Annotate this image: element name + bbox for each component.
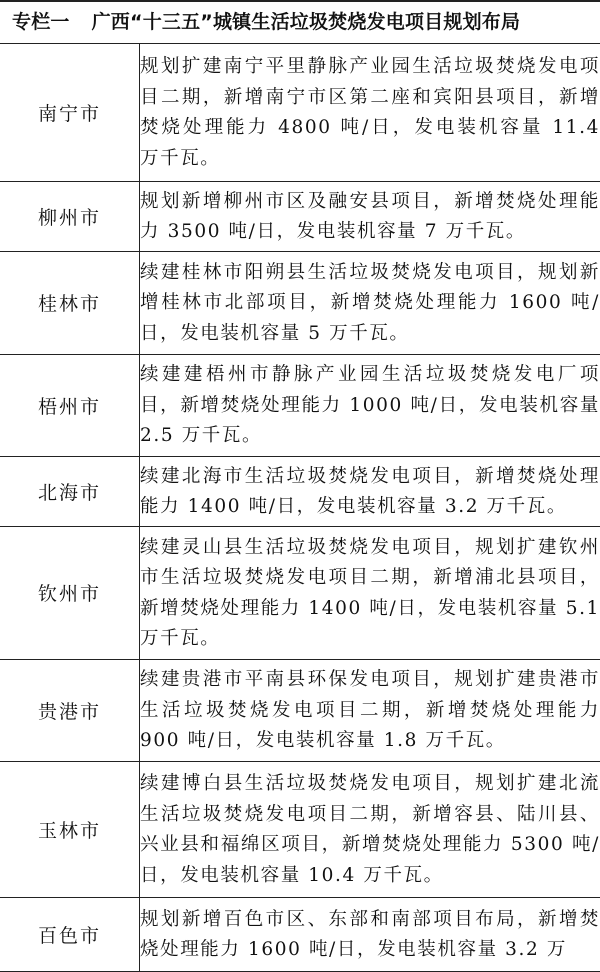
city-cell: 钦州市 — [0, 526, 140, 659]
description-text: 规划扩建南宁平里静脉产业园生活垃圾焚烧发电项目二期，新增南宁市区第二座和宾阳县项目，新增焚烧处理能力 4800 吨/日，发电装机容量 11.4 万千瓦。 — [140, 47, 600, 177]
description-cell — [140, 181, 600, 251]
box-title-bar — [0, 0, 600, 44]
description-text: 续建桂林市阳朔县生活垃圾焚烧发电项目，规划新增桂林市北部项目，新增焚烧处理能力 1600 吨/日，发电装机容量 5 万千瓦。 — [140, 253, 600, 353]
table-row — [0, 526, 600, 659]
table-row — [0, 761, 600, 897]
description-cell — [140, 251, 600, 354]
description-cell — [140, 897, 600, 971]
box-tag: 专栏一 — [12, 11, 70, 33]
description-text: 续建北海市生活垃圾焚烧发电项目，新增焚烧处理能力 1400 吨/日，发电装机容量 3.2 万千瓦。 — [140, 457, 600, 526]
table-row — [0, 181, 600, 251]
city-cell: 梧州市 — [0, 354, 140, 456]
description-cell — [140, 659, 600, 761]
city-cell: 玉林市 — [0, 761, 140, 897]
description-text: 续建贵港市平南县环保发电项目，规划扩建贵港市生活垃圾焚烧发电项目二期，新增焚烧处理能力 900 吨/日，发电装机容量 1.8 万千瓦。 — [140, 660, 600, 760]
table-row — [0, 456, 600, 526]
description-cell — [140, 456, 600, 526]
description-text: 续建灵山县生活垃圾焚烧发电项目，规划扩建钦州市生活垃圾焚烧发电项目二期，新增浦北县项目，新增焚烧处理能力 1400 吨/日，发电装机容量 5.1 万千瓦。 — [140, 528, 600, 658]
table-row — [0, 251, 600, 354]
city-cell: 北海市 — [0, 456, 140, 526]
table-row — [0, 44, 600, 181]
description-cell — [140, 761, 600, 897]
description-text: 续建博白县生活垃圾焚烧发电项目，规划扩建北流生活垃圾焚烧发电项目二期，新增容县、陆川县、兴业县和福绵区项目，新增焚烧处理能力 5300 吨/日，发电装机容量 10.4 万千瓦。 — [140, 764, 600, 894]
city-cell: 南宁市 — [0, 44, 140, 181]
table-row — [0, 897, 600, 971]
city-cell: 贵港市 — [0, 659, 140, 761]
description-text: 规划新增百色市区、东部和南部项目布局，新增焚烧处理能力 1600 吨/日，发电装机容量 3.2 万 — [140, 900, 600, 969]
table-row — [0, 659, 600, 761]
box-title: 广西“十三五”城镇生活垃圾焚烧发电项目规划布局 — [92, 11, 521, 33]
city-cell: 桂林市 — [0, 251, 140, 354]
city-cell: 百色市 — [0, 897, 140, 971]
description-cell — [140, 526, 600, 659]
description-text: 续建建梧州市静脉产业园生活垃圾焚烧发电厂项目，新增焚烧处理能力 1000 吨/日，发电装机容量 2.5 万千瓦。 — [140, 355, 600, 455]
plan-table — [0, 44, 600, 972]
table-row — [0, 354, 600, 456]
description-text: 规划新增柳州市区及融安县项目，新增焚烧处理能力 3500 吨/日，发电装机容量 7 万千瓦。 — [140, 182, 600, 251]
city-cell: 柳州市 — [0, 181, 140, 251]
description-cell — [140, 354, 600, 456]
description-cell — [140, 44, 600, 181]
